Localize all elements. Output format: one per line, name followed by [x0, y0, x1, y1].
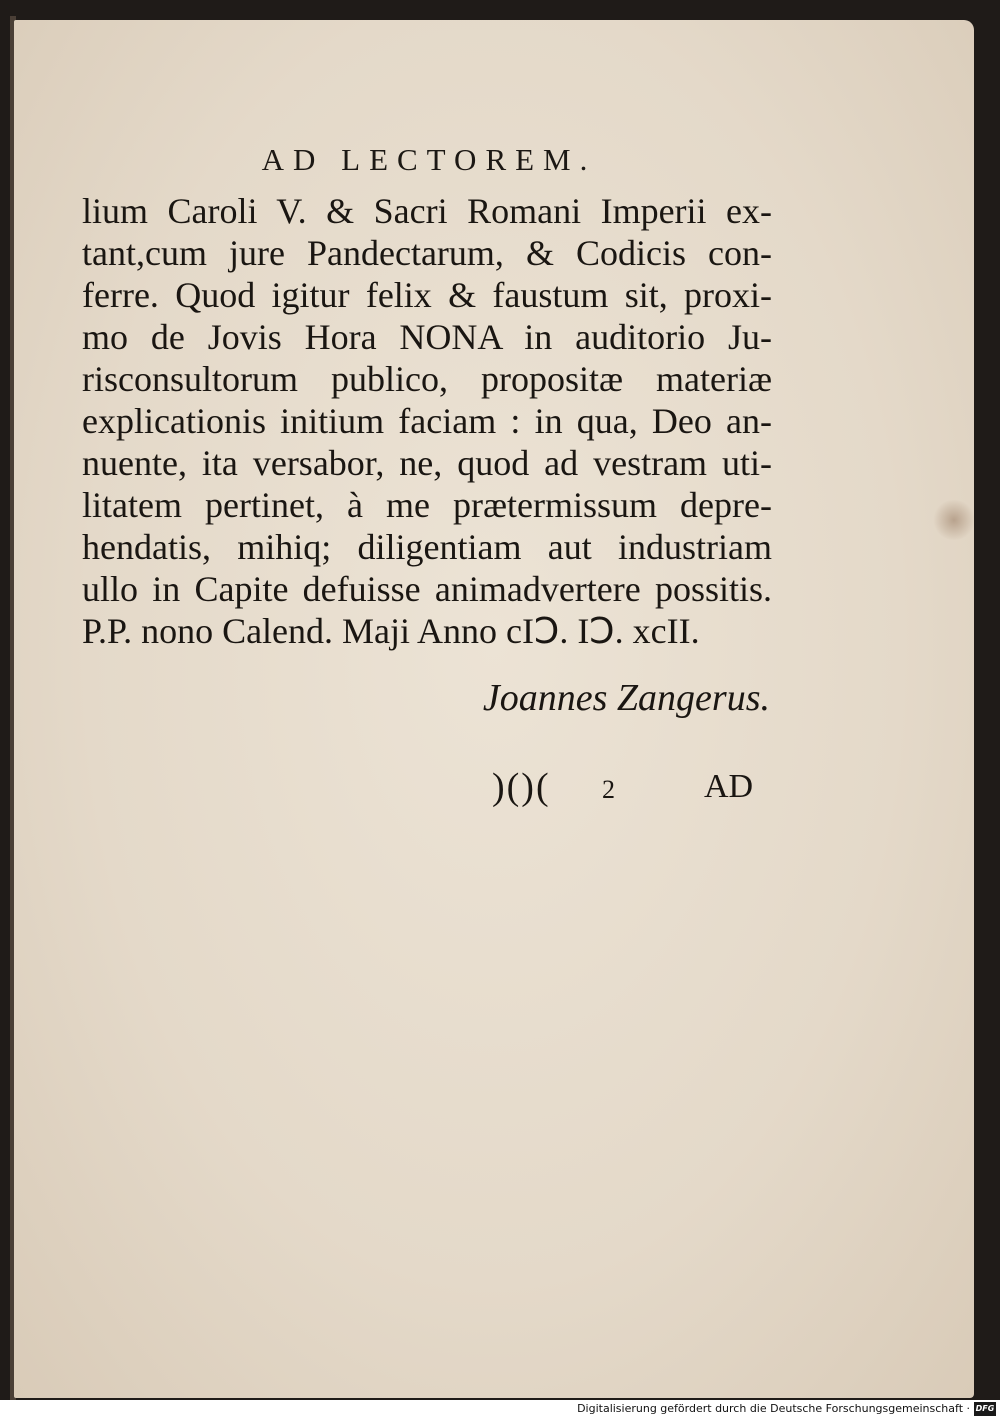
signature-mark: )()(: [492, 766, 551, 808]
footer-bar: [0, 1400, 1000, 1419]
text-line: mo de Jovis Hora NONA in auditorio Ju-: [82, 317, 772, 357]
text-line: ferre. Quod igitur felix & faustum sit, proxi-: [82, 275, 772, 315]
text-line: litatem pertinet, à me prætermissum depre-: [82, 485, 772, 525]
author-signature: Joannes Zangerus.: [482, 677, 770, 719]
catchword: AD: [704, 768, 754, 805]
text-line: ullo in Capite defuisse animadvertere possitis.: [82, 569, 772, 609]
funding-credit: Digitalisierung gefördert durch die Deutsche Forschungsgemeinschaft ·: [577, 1402, 970, 1415]
signature-number: 2: [602, 775, 615, 804]
text-line: nuente, ita versabor, ne, quod ad vestram uti-: [82, 443, 772, 483]
text-line: risconsultorum publico, propositæ materiæ: [82, 359, 772, 399]
running-head: AD LECTOREM.: [261, 142, 597, 177]
text-line: lium Caroli V. & Sacri Romani Imperii ex-: [82, 191, 772, 231]
text-line-date: P.P. nono Calend. Maji Anno cIↃ. IↃ. xcII.: [82, 611, 700, 651]
paper-stain: [932, 500, 976, 540]
text-line: hendatis, mihiq; diligentiam aut industriam: [82, 527, 772, 567]
dfg-logo-icon: DFG: [974, 1402, 996, 1416]
text-line: explicationis initium faciam : in qua, Deo an-: [82, 401, 772, 441]
text-line: tant,cum jure Pandectarum, & Codicis con-: [82, 233, 772, 273]
body-text: [82, 190, 772, 652]
book-page: [14, 20, 974, 1398]
